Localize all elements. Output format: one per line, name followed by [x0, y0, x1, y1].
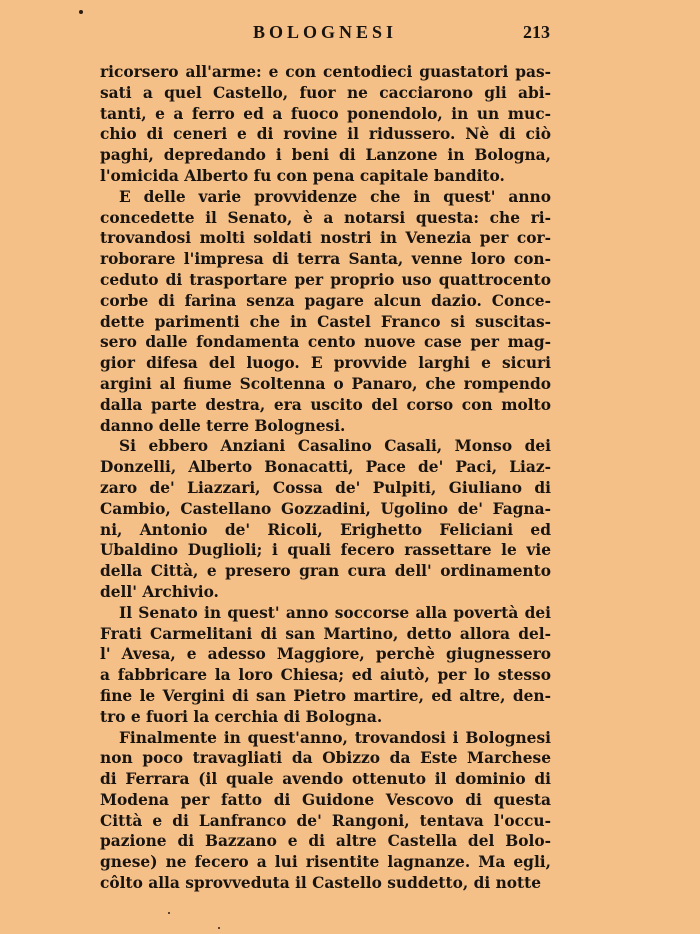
text-line: corbe di farina senza pagare alcun dazio. Conce- [100, 291, 551, 310]
text-line: trovandosi molti soldati nostri in Venezia per cor- [100, 229, 551, 248]
text-line: della Città, e presero gran cura dell' ordinamento [100, 562, 551, 581]
text-line: chio di ceneri e di rovine il ridussero. Nè di ciò [100, 125, 551, 144]
running-title: BOLOGNESI [252, 22, 398, 42]
text-line: a fabbricare la loro Chiesa; ed aiutò, per lo stesso [100, 666, 551, 685]
text-line: E delle varie provvidenze che in quest' anno [119, 187, 551, 206]
print-speck [218, 927, 220, 929]
paragraph [100, 62, 551, 187]
text-line: tro e fuori la cerchia di Bologna. [100, 707, 383, 726]
text-line: gnese) ne fecero a lui risentite lagnanze. Ma egli, [100, 853, 551, 872]
text-line: Frati Carmelitani di san Martino, detto allora del- [100, 624, 551, 643]
text-line: ni, Antonio de' Ricoli, Erighetto Feliciani ed [100, 520, 551, 539]
text-line: Si ebbero Anziani Casalino Casali, Monso dei [119, 437, 551, 456]
text-line: non poco travagliati da Obizzo da Este Marchese [100, 749, 551, 768]
text-line: Città e di Lanfranco de' Rangoni, tentava l'occu- [100, 811, 551, 830]
text-line: zaro de' Liazzari, Cossa de' Pulpiti, Giuliano di [100, 478, 551, 497]
page-body [100, 62, 551, 894]
text-line: pazione di Bazzano e di altre Castella del Bolo- [100, 832, 551, 851]
text-line: paghi, depredando i beni di Lanzone in Bologna, [100, 146, 551, 165]
text-line: di Ferrara (il quale avendo ottenuto il dominio di [100, 770, 551, 789]
page-number: 213 [523, 22, 550, 42]
text-line: gior difesa del luogo. E provvide larghi e sicuri [100, 354, 551, 373]
paragraph [100, 187, 551, 437]
print-speck [168, 912, 170, 914]
text-line: dell' Archivio. [100, 582, 219, 601]
text-line: concedette il Senato, è a notarsi questa: che ri- [100, 208, 551, 227]
text-line: Modena per fatto di Guidone Vescovo di questa [100, 790, 551, 809]
text-line: fine le Vergini di san Pietro martire, ed altre, den- [100, 686, 551, 705]
paragraph [100, 603, 551, 728]
text-line: ceduto di trasportare per proprio uso quattrocento [100, 270, 551, 289]
text-line: roborare l'impresa di terra Santa, venne loro con- [100, 250, 551, 269]
text-line: tanti, e a ferro ed a fuoco ponendolo, in un muc- [100, 104, 551, 123]
paragraph [100, 436, 551, 602]
text-line: l'omicida Alberto fu con pena capitale bandito. [100, 166, 505, 185]
print-speck [79, 10, 83, 14]
text-line: argini al fiume Scoltenna o Panaro, che rompendo [100, 374, 551, 393]
text-line: l' Avesa, e adesso Maggiore, perchè giugnessero [100, 645, 551, 664]
text-line: Cambio, Castellano Gozzadini, Ugolino de' Fagna- [100, 499, 551, 518]
paragraph [100, 728, 551, 894]
page-header [100, 22, 550, 46]
text-line: danno delle terre Bolognesi. [100, 416, 346, 435]
text-line: dette parimenti che in Castel Franco si suscitas- [100, 312, 551, 331]
text-line: dalla parte destra, era uscito del corso con molto [100, 395, 551, 414]
text-line: Il Senato in quest' anno soccorse alla povertà dei [119, 603, 551, 622]
text-line: Ubaldino Duglioli; i quali fecero rassettare le vie [100, 541, 551, 560]
text-line: ricorsero all'arme: e con centodieci guastatori pas- [100, 63, 551, 81]
text-line: sero dalle fondamenta cento nuove case per mag- [100, 333, 551, 352]
text-line: sati a quel Castello, fuor ne cacciarono gli abi- [100, 83, 551, 102]
text-line: Donzelli, Alberto Bonacatti, Pace de' Paci, Liaz- [100, 458, 551, 477]
text-line: Finalmente in quest'anno, trovandosi i Bolognesi [119, 728, 551, 747]
text-line: côlto alla sprovveduta il Castello suddetto, di notte [100, 874, 542, 893]
